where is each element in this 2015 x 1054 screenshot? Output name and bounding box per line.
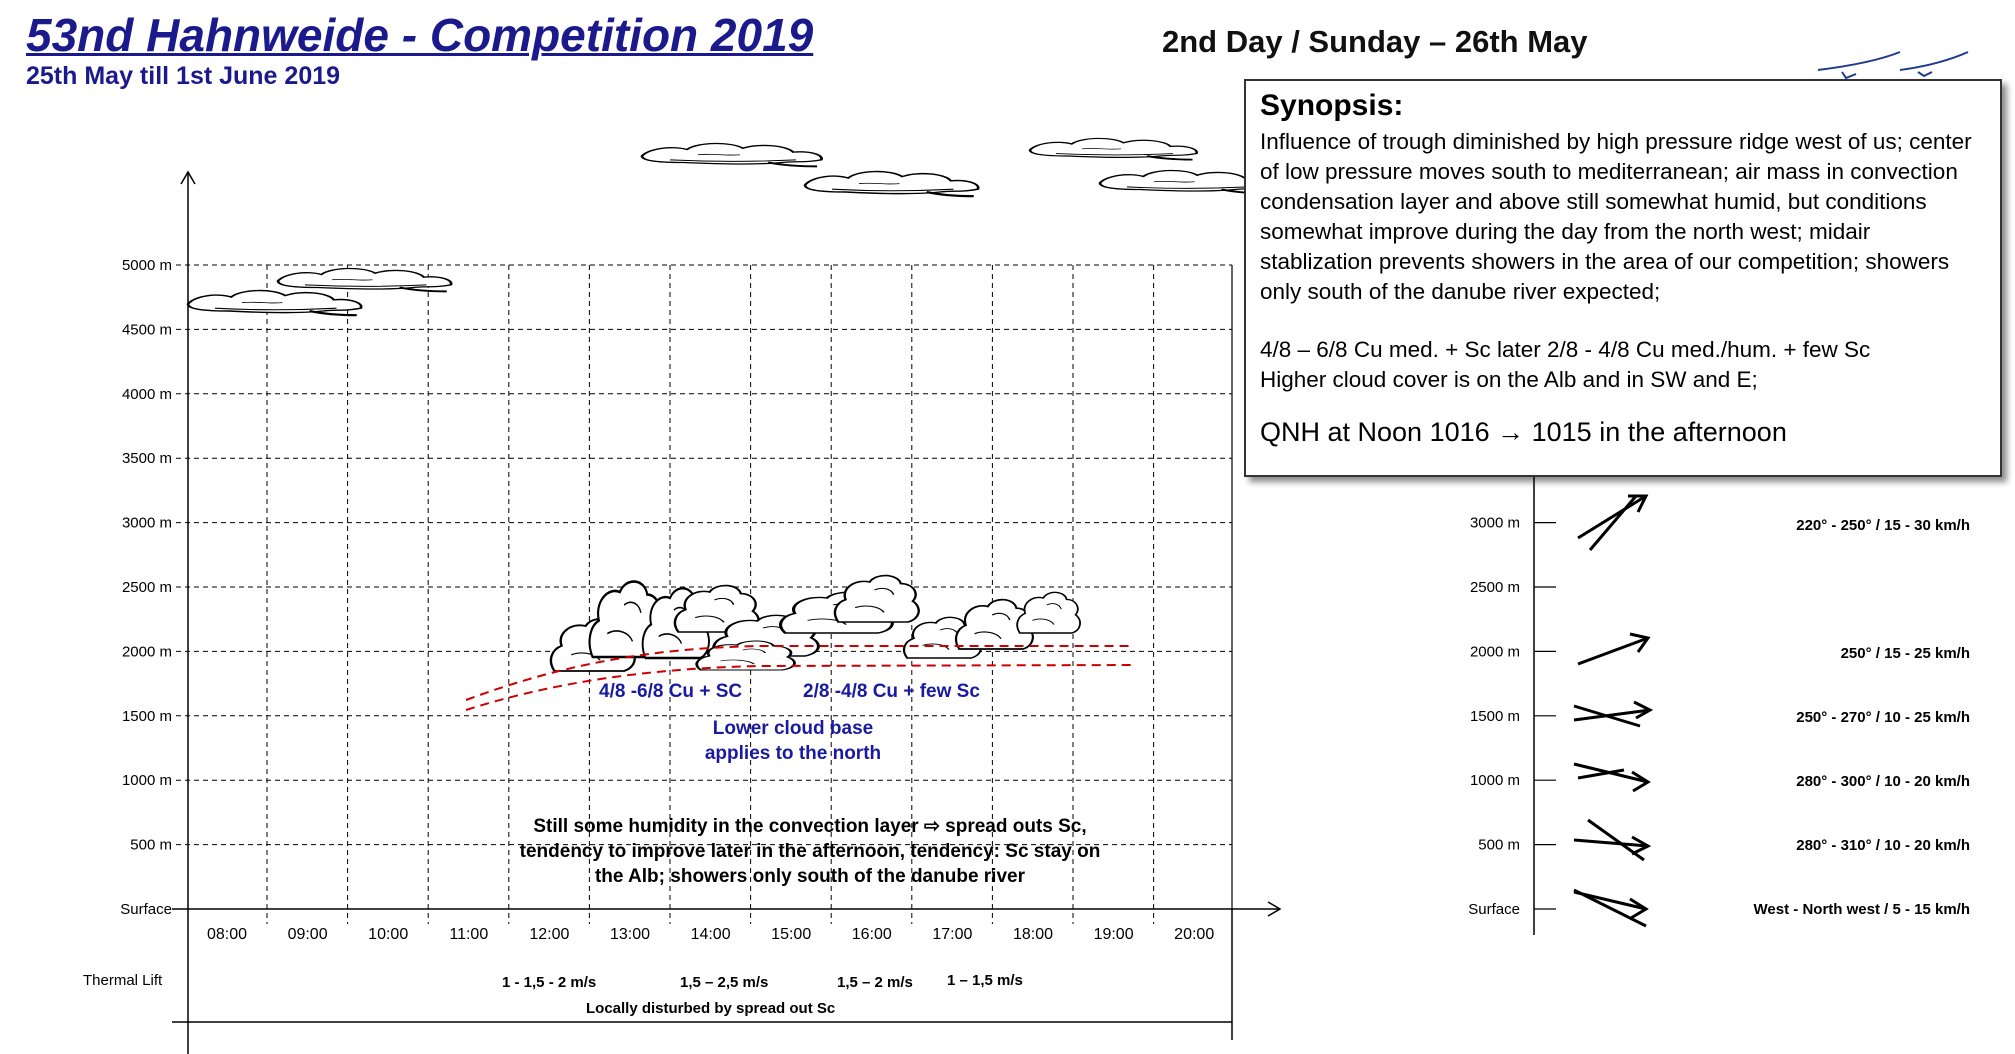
altitude-tick-label: 4000 m — [121, 385, 172, 403]
high-cloud-icon — [188, 138, 1273, 315]
altitude-tick-label: 3500 m — [121, 450, 172, 468]
wind-altitude-label: 1500 m — [1469, 707, 1520, 725]
thermal-value: 1 - 1,5 - 2 m/s — [502, 974, 597, 991]
time-tick-label: 09:00 — [287, 926, 328, 943]
wind-arrow-icon — [1574, 496, 1650, 926]
cloud-base-note: Lower cloud base — [712, 718, 874, 739]
wind-text: 280° - 300° / 10 - 20 km/h — [1796, 773, 1970, 790]
time-tick-label: 18:00 — [1012, 926, 1054, 943]
wind-text-list — [1754, 517, 1970, 918]
wind-text: West - North west / 5 - 15 km/h — [1753, 901, 1970, 918]
thermal-value: 1,5 – 2 m/s — [837, 974, 913, 991]
thermal-note: Locally disturbed by spread out Sc — [586, 1000, 836, 1017]
time-tick-label: 13:00 — [609, 926, 651, 943]
synopsis-text: Influence of trough diminished by high pressure ridge west of us; center of low pressure moves south to mediterranean; air mass in convection condensation layer and above still somewhat humid, but conditions somewhat improve during the day from the north west; midair stablization prevents showers in the area of our competition; showers only south of the danube river expected; — [1260, 129, 1972, 304]
synopsis-box — [1244, 79, 2002, 477]
time-tick-label: 14:00 — [690, 926, 731, 943]
wind-text: 250° / 15 - 25 km/h — [1840, 645, 1970, 662]
synopsis-clouds-line: 4/8 – 6/8 Cu med. + Sc later 2/8 - 4/8 Cu med./hum. + few Sc — [1260, 337, 1871, 362]
wind-altitude-axis — [1468, 515, 1556, 918]
competition-dates: 25th May till 1st June 2019 — [26, 62, 341, 90]
synopsis-title: Synopsis: — [1260, 89, 1404, 122]
altitude-tick-label: 500 m — [130, 836, 172, 854]
synopsis-clouds — [1260, 335, 1986, 395]
time-tick-label: 17:00 — [932, 926, 973, 943]
time-tick-label: 08:00 — [206, 926, 248, 943]
thermal-value: 1,5 – 2,5 m/s — [680, 974, 769, 991]
time-tick-label: 12:00 — [529, 926, 570, 943]
altitude-tick-label: 2000 m — [121, 643, 172, 661]
wind-text: 220° - 250° / 15 - 30 km/h — [1796, 517, 1970, 534]
altitude-tick-label: 2500 m — [121, 579, 172, 596]
thermal-lift-label: Thermal Lift — [83, 972, 163, 989]
synopsis-qnh: QNH at Noon 1016 → 1015 in the afternoon — [1260, 417, 1787, 447]
glider-icon — [1818, 52, 1968, 78]
wind-altitude-label: 3000 m — [1469, 514, 1520, 532]
thermal-value: 1 – 1,5 m/s — [947, 972, 1023, 989]
remark-line: the Alb; showers only south of the danube river — [594, 866, 1026, 887]
wind-altitude-label: 1000 m — [1469, 772, 1520, 790]
time-tick-label: 19:00 — [1093, 926, 1134, 943]
remark-line: tendency to improve later in the afternoon, tendency: Sc stay on — [519, 841, 1101, 862]
wind-text: 280° - 310° / 10 - 20 km/h — [1796, 837, 1970, 854]
remark-line: Still some humidity in the convection layer ⇨ spread outs Sc, — [533, 816, 1087, 837]
wind-altitude-label: 2000 m — [1469, 643, 1520, 661]
wind-altitude-label: 2500 m — [1469, 579, 1520, 596]
time-tick-label: 16:00 — [851, 926, 892, 943]
altitude-tick-label: 1000 m — [121, 772, 172, 790]
time-tick-label: 15:00 — [771, 926, 812, 943]
altitude-tick-label: 1500 m — [121, 707, 172, 725]
altitude-tick-label: 4500 m — [121, 321, 172, 339]
altitude-tick-label: 3000 m — [121, 514, 172, 532]
page-title: 53nd Hahnweide - Competition 2019 — [26, 9, 814, 61]
altitude-tick-label: 5000 m — [121, 257, 172, 274]
synopsis-clouds-line: Higher cloud cover is on the Alb and in SW and E; — [1260, 367, 1758, 392]
day-heading: 2nd Day / Sunday – 26th May — [1162, 24, 1588, 59]
cloud-note-right: 2/8 -4/8 Cu + few Sc — [803, 681, 980, 702]
time-tick-label: 20:00 — [1174, 926, 1215, 943]
wind-altitude-label: Surface — [1468, 901, 1520, 918]
time-axis-labels — [207, 926, 1214, 943]
cloud-base-note: applies to the north — [704, 743, 882, 764]
altitude-tick-label: Surface — [120, 901, 172, 918]
time-tick-label: 10:00 — [368, 926, 409, 943]
altitude-axis-labels — [120, 257, 172, 918]
cloud-note-left: 4/8 -6/8 Cu + SC — [599, 681, 743, 702]
time-tick-label: 11:00 — [449, 926, 489, 943]
wind-altitude-label: 500 m — [1478, 836, 1520, 854]
wind-text: 250° - 270° / 10 - 25 km/h — [1796, 709, 1970, 726]
